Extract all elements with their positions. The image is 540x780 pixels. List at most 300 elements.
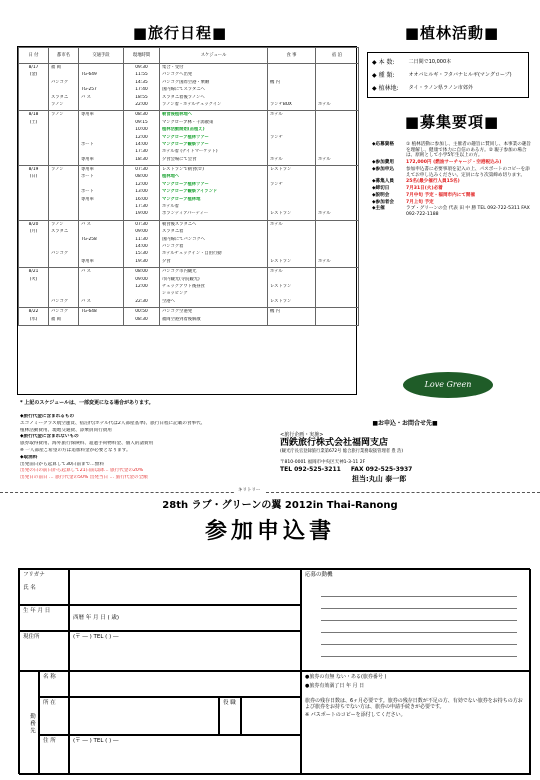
itinerary-cities-line: バンコク — [51, 251, 69, 257]
recruit-value: 172,000円 (燃油サーチャージ・空港税込み) — [406, 160, 502, 166]
recruit-key: ◆募集人員 — [372, 179, 394, 185]
itinerary-stay-cell — [316, 308, 359, 326]
contact-block — [280, 420, 530, 484]
itinerary-transport-line: 専用車 — [81, 167, 94, 173]
itinerary-times-line: 09:15 — [135, 119, 148, 125]
itinerary-schedule-cell — [160, 111, 268, 166]
itinerary-times-line — [126, 291, 157, 298]
work-position-label-cell — [219, 697, 241, 735]
itinerary-transport-line: TG-649 — [81, 72, 97, 78]
itinerary-transport-line — [81, 291, 121, 298]
passport-field[interactable] — [301, 671, 531, 775]
itinerary-stay-cell — [316, 268, 359, 308]
passport-note-2: ※ パスポートのコピーを添付してください。 — [305, 712, 406, 718]
planting-row — [372, 56, 524, 69]
itinerary-times-cell — [124, 308, 160, 326]
itinerary-transport-line — [81, 149, 121, 156]
work-address-label: 住 所 — [43, 738, 56, 744]
address-label-cell — [19, 631, 69, 671]
itinerary-cities-cell — [49, 308, 79, 326]
birth-input[interactable] — [69, 605, 301, 631]
itinerary-stay-line: ホテル — [318, 156, 331, 162]
itinerary-transport-line: ボート — [81, 174, 94, 180]
itinerary-stay-line — [318, 127, 356, 134]
itinerary-cities-line — [51, 197, 76, 204]
itinerary-transport-line — [81, 65, 121, 72]
planting-label: 植林地: — [378, 84, 399, 92]
itinerary-date: 8/20 (月) — [19, 220, 49, 267]
address-label: 現住所 — [23, 634, 40, 640]
itinerary-transport-line: 専用車 — [81, 258, 94, 264]
planting-row — [372, 69, 524, 82]
name-input[interactable] — [69, 569, 301, 605]
travel-conditions — [20, 414, 280, 482]
condition-line: 植林活動費用、現地交通費、添乗員同行費用 — [20, 427, 112, 433]
itinerary-stay-line — [318, 229, 356, 236]
recruit-key: ◆参加申込 — [372, 166, 394, 172]
itinerary-day-row — [19, 111, 359, 166]
itinerary-schedule-line: 市内観光(寺院観光) — [162, 276, 200, 282]
itinerary-transport-line — [81, 182, 121, 189]
itinerary-transport-cell — [79, 166, 124, 221]
itinerary-meals-line — [270, 237, 313, 244]
itinerary-transport-line — [81, 135, 121, 142]
itinerary-cities-line — [51, 189, 76, 196]
itinerary-schedule-cell — [160, 308, 268, 326]
itinerary-transport-cell — [79, 111, 124, 166]
contact-heading: ■お申込・お問合せ先■ — [372, 420, 438, 427]
itinerary-stay-line — [318, 284, 356, 291]
itinerary-schedule-line: 植林地へ — [162, 174, 180, 180]
itinerary-meals-line — [270, 142, 313, 149]
recruit-value: 参加申込書に必要事項を記入の上、パスポートのコピーを添えてお申し込みください。定員になり次第締め切ります。 — [406, 166, 530, 178]
work-name-label-cell — [39, 671, 69, 697]
work-dept-input[interactable] — [69, 697, 219, 735]
itinerary-times-line: 14:35 — [135, 79, 148, 85]
itinerary-stay-line — [318, 222, 356, 229]
itinerary-schedule-line: マングローブ植林ツアー — [162, 134, 209, 140]
itinerary-transport-line: バ ス — [81, 221, 91, 227]
condition-line: 旅券取得費用、海外旅行保険料、超過手荷物料金、個人的諸費用 — [20, 441, 154, 447]
itinerary-schedule-line: 夕食 — [162, 258, 171, 264]
itinerary-transport-line — [81, 251, 121, 258]
agency-license: (観光庁長官登録旅行業第672号 総合旅行業務取扱管理者 豊 浩) — [280, 449, 404, 454]
work-name-label: 名 称 — [43, 674, 56, 680]
itinerary-cities-line — [51, 142, 76, 149]
itinerary-times-line: 08:30 — [135, 316, 148, 322]
itinerary-meals-line: ランチ — [270, 134, 283, 140]
itinerary-meals-line — [270, 251, 313, 258]
itinerary-transport-line: バ ス — [81, 94, 91, 100]
itinerary-stay-line — [318, 309, 356, 316]
itinerary-transport-line: TG-648 — [81, 309, 97, 315]
itinerary-schedule-line: レストランで朝食(ロ) — [162, 167, 204, 173]
recruit-value: 7月上旬 予定 — [406, 199, 434, 205]
itinerary-schedule-line: ボランティアパーティー — [162, 211, 209, 217]
itinerary-cities-line — [51, 269, 76, 276]
recruit-item — [372, 179, 532, 185]
cut-label: キリトリー — [234, 488, 265, 494]
diamond-bullet-icon: ◆ — [372, 84, 377, 92]
planting-value: タイ・ラノン県ラノン市郊外 — [408, 85, 473, 92]
itinerary-schedule-cell — [160, 64, 268, 111]
itinerary-meals-line: レストラン — [270, 258, 292, 264]
itinerary-cities-line: 福 岡 — [51, 65, 61, 70]
itinerary-cities-line: バンコク — [51, 79, 69, 85]
itinerary-schedule-line: 夕食会場にて会食 — [162, 156, 197, 162]
itinerary-transport-line: バ ス — [81, 298, 91, 304]
itinerary-meals-line: レストラン — [270, 211, 292, 217]
itinerary-cities-line — [51, 87, 76, 94]
itinerary-transport-line: バ ス — [81, 269, 91, 275]
itinerary-schedule-line: 国内線にてバンコクへ — [162, 236, 205, 242]
condition-line: ※ 一人部屋ご希望の方は追加料金が必要となります。 — [20, 447, 131, 453]
itinerary-times-line: 19:30 — [135, 258, 148, 264]
itinerary-schedule-line: ショッピング — [162, 291, 188, 297]
itinerary-cities-line — [51, 277, 76, 284]
planting-row — [372, 82, 524, 95]
itinerary-meals-line: ホテル — [270, 269, 283, 275]
itinerary-schedule-line: 植林活動開始(苗植え) — [162, 127, 205, 133]
recruit-value: ① 植林活動に参加し、主催者の趣旨に賛同し、本事業の趣旨を理解し、健康で体力に自信のある方。② 親子参加の場合は、原則として小学5年生以上の方。 — [406, 142, 532, 159]
recruit-key: ◆主催 — [372, 206, 385, 212]
itinerary-schedule-line: マングローブ林・干潟散策 — [162, 119, 214, 125]
itinerary-meals-line — [270, 149, 313, 156]
itinerary-schedule-line: チェックアウト後昼食 — [162, 283, 205, 289]
itinerary-stay-line — [318, 120, 356, 127]
passport-expiry: ●旅券有効満了日 年 月 日 — [305, 683, 365, 690]
motivation-field[interactable] — [301, 569, 531, 671]
agency-label: <旅行企画・実施> — [280, 431, 324, 438]
planting-label: 本 数: — [378, 58, 395, 66]
itinerary-stay-cell — [316, 64, 359, 111]
itinerary-stay-cell — [316, 220, 359, 267]
itinerary-meals-line — [270, 229, 313, 236]
itinerary-stay-line — [318, 237, 356, 244]
itinerary-transport-line — [81, 317, 121, 324]
itinerary-transport-cell — [79, 268, 124, 308]
furigana-label: フリガナ — [23, 572, 45, 578]
itinerary-cities-line: ラノン — [51, 167, 64, 173]
itinerary-times-cell — [124, 166, 160, 221]
itinerary-transport-line — [81, 284, 121, 291]
itinerary-col-header: 日 付 — [19, 48, 49, 64]
itinerary-cities-line — [51, 284, 76, 291]
itinerary-schedule-line: 朝食後植林地へ — [162, 112, 193, 118]
itinerary-day-row — [19, 64, 359, 111]
itinerary-cities-line: ラノン — [51, 101, 64, 107]
passport-status: ●旅券の有無 ない・ある(旅券番号 ) — [305, 674, 387, 680]
itinerary-cities-line — [51, 157, 76, 164]
itinerary-meals-line: 機 内 — [270, 309, 280, 315]
itinerary-times-line: 14:00 — [135, 243, 148, 249]
itinerary-stay-line — [318, 135, 356, 142]
diamond-bullet-icon: ◆ — [372, 71, 377, 79]
itinerary-cities-line — [51, 291, 76, 298]
recruit-heading: ■募集要項■ — [404, 113, 500, 131]
itinerary-meals-line — [270, 127, 313, 134]
itinerary-schedule-line: マングローブ植林ツアー — [162, 181, 209, 187]
condition-line: 出発前日から起算して30日前まで…無料 — [20, 461, 104, 467]
itinerary-schedule-cell — [160, 220, 268, 267]
itinerary-meals-line — [270, 120, 313, 127]
itinerary-meals-line: レストラン — [270, 167, 292, 173]
itinerary-times-cell — [124, 64, 160, 111]
itinerary-schedule-line: ホテル着 (ナイトマーケット) — [162, 149, 218, 155]
itinerary-cities-line — [51, 204, 76, 211]
itinerary-stay-line — [318, 189, 356, 196]
itinerary-cities-line — [51, 211, 76, 218]
itinerary-stay-line: ホテル — [318, 101, 331, 107]
work-dept-label: 所 在 — [43, 700, 56, 706]
recruit-key: ◆応募資格 — [372, 142, 394, 147]
work-name-input[interactable] — [69, 671, 301, 697]
itinerary-meals-line — [270, 317, 313, 324]
itinerary-meals-line — [270, 65, 313, 72]
itinerary-cities-line — [51, 135, 76, 142]
itinerary-meals-line: ランチ — [270, 181, 283, 187]
work-address-label-cell — [39, 735, 69, 775]
itinerary-date: 8/18 (土) — [19, 111, 49, 166]
condition-line: エコノミークラス航空運賃、宿泊代(ホテル代は2人部屋基準)、旅行日程に記載の食事代、 — [20, 420, 206, 426]
condition-line: ◆取消料 — [20, 454, 38, 460]
itinerary-table — [17, 46, 357, 395]
itinerary-times-cell — [124, 111, 160, 166]
itinerary-schedule-line: マングローブ観察アイランド — [162, 189, 218, 195]
itinerary-transport-line: 専用車 — [81, 196, 94, 202]
itinerary-schedule-line: バンコク空港発 — [162, 309, 193, 315]
itinerary-transport-cell — [79, 64, 124, 111]
itinerary-col-header: 交通手段 — [79, 48, 124, 64]
birth-label-cell — [19, 605, 69, 631]
itinerary-meals-line — [270, 244, 313, 251]
itinerary-times-line: 16:00 — [135, 196, 148, 202]
itinerary-col-header: 食 事 — [268, 48, 316, 64]
itinerary-stay-line — [318, 167, 356, 174]
work-label-cell — [19, 671, 39, 775]
planting-value: オオバヒルギ・フタバナヒルギ(マングローブ) — [408, 72, 512, 79]
itinerary-cities-line — [51, 72, 76, 79]
itinerary-transport-cell — [79, 308, 124, 326]
itinerary-cities-cell — [49, 111, 79, 166]
itinerary-stay-line: ホテル — [318, 211, 331, 217]
itinerary-stay-line — [318, 317, 356, 324]
itinerary-schedule-line: スラタニ着後ラノンへ — [162, 94, 205, 100]
itinerary-times-line: 12:00 — [135, 181, 148, 187]
itinerary-cities-line: ラノン — [51, 221, 64, 227]
itinerary-times-line: 18:55 — [135, 94, 148, 100]
itinerary-stay-cell — [316, 166, 359, 221]
agency-fax: FAX 092-525-3937 — [350, 465, 413, 473]
itinerary-times-line: 09:30 — [135, 65, 148, 70]
itinerary-times-line: 08:30 — [135, 112, 148, 118]
itinerary-col-header: 宿 泊 — [316, 48, 359, 64]
birth-label: 生 年 月 日 — [23, 608, 51, 614]
itinerary-stay-line — [318, 149, 356, 156]
itinerary-times-line: 09:00 — [135, 276, 148, 282]
itinerary-schedule-line: ホテルチェックイン・自由行動 — [162, 251, 222, 257]
itinerary-date: 8/19 (日) — [19, 166, 49, 221]
itinerary-cities-cell — [49, 166, 79, 221]
itinerary-schedule-line: バンコク着 — [162, 243, 184, 249]
itinerary-times-cell — [124, 268, 160, 308]
itinerary-times-line: 15:30 — [135, 251, 148, 257]
itinerary-meals-line: ホテル — [270, 112, 283, 118]
recruit-value: 7月31日(火)必着 — [406, 186, 443, 192]
agency-address: 〒810-0001 福岡市中央区天神1-3-11 2F — [280, 460, 366, 466]
condition-line: 出発日の前日 … 旅行代金の50% 出発当日 … 旅行代金の全額 — [20, 475, 148, 481]
work-address-input[interactable] — [69, 735, 301, 775]
itinerary-meals-cell — [268, 64, 316, 111]
recruit-key: ◆参加者会 — [372, 199, 394, 205]
itinerary-times-line: 09:00 — [135, 229, 148, 235]
diamond-bullet-icon: ◆ — [372, 58, 377, 66]
itinerary-col-header: 現地時間 — [124, 48, 160, 64]
itinerary-stay-line — [318, 204, 356, 211]
itinerary-times-line: 18:30 — [135, 156, 148, 162]
schedule-note: * 上記のスケジュールは、一部変更になる場合があります。 — [20, 400, 154, 406]
itinerary-cities-line — [51, 259, 76, 266]
itinerary-meals-line — [270, 277, 313, 284]
itinerary-stay-line — [318, 72, 356, 79]
itinerary-meals-line: ホテル — [270, 156, 283, 162]
itinerary-meals-line: ホテル — [270, 221, 283, 227]
itinerary-stay-line — [318, 95, 356, 102]
itinerary-meals-line — [270, 87, 313, 94]
recruit-item — [372, 160, 532, 166]
itinerary-times-line: 22:30 — [135, 298, 148, 304]
itinerary-meals-line: レストラン — [270, 298, 292, 304]
itinerary-times-line: 13:00 — [135, 189, 148, 195]
name-label: 氏 名 — [23, 584, 36, 591]
recruit-value: 7月中旬 予定・福岡市内にて開催 — [406, 192, 476, 198]
planting-label: 種 類: — [378, 71, 395, 79]
itinerary-times-line: 22:00 — [135, 101, 148, 107]
itinerary-stay-line — [318, 80, 356, 87]
application-form — [18, 568, 530, 774]
itinerary-cities-line — [51, 149, 76, 156]
recruit-item — [372, 206, 532, 217]
itinerary-cities-line — [51, 244, 76, 251]
itinerary-stay-line — [318, 269, 356, 276]
itinerary-transport-line — [81, 127, 121, 134]
recruit-item — [372, 142, 532, 159]
itinerary-times-line: 07:30 — [135, 167, 148, 173]
itinerary-meals-line — [270, 204, 313, 211]
itinerary-transport-line — [81, 120, 121, 127]
passport-note: 旅券の残存日数は、6ヶ月必要です。旅券の残存日数が不足の方、有効でない旅券をお持ちの方および旅券をお持ちでない方は、旅券の申請手続きが必要です。 — [305, 697, 523, 710]
work-position-input[interactable] — [241, 697, 301, 735]
itinerary-transport-line — [81, 244, 121, 251]
itinerary-transport-line: TG-258 — [81, 236, 97, 242]
itinerary-stay-line: ホテル — [318, 258, 331, 264]
itinerary-meals-cell — [268, 308, 316, 326]
itinerary-times-cell — [124, 220, 160, 267]
form-subtitle: 28th ラブ・グリーンの翼 2012in Thai-Ranong — [162, 500, 398, 511]
itinerary-meals-line: ランチBOX — [270, 101, 292, 107]
agency-person: 担当:丸山 泰一郎 — [352, 475, 407, 484]
itinerary-schedule-line: ホテル着 — [162, 204, 179, 210]
itinerary-cities-line — [51, 127, 76, 134]
recruit-key: ◆説明会 — [372, 192, 390, 198]
itinerary-schedule-line: 集合・受付 — [162, 65, 184, 70]
condition-line: ◆旅行代金に含まれないもの — [20, 434, 79, 440]
itinerary-schedule-line: 朝食後スラタニへ — [162, 221, 197, 227]
itinerary-times-line: 17:30 — [135, 149, 148, 155]
recruit-value: ラブ・グリーンの会 代表 田 中 勝 TEL 092-722-5311 FAX 092-722-1188 — [406, 206, 530, 218]
planting-box — [367, 52, 529, 98]
itinerary-stay-line — [318, 291, 356, 298]
motivation-label: 応募の動機 — [305, 572, 333, 578]
itinerary-meals-cell — [268, 268, 316, 308]
itinerary-cities-line — [51, 182, 76, 189]
itinerary-cities-cell — [49, 64, 79, 111]
work-position-label: 役 職 — [223, 700, 236, 706]
work-dept-label-cell — [39, 697, 69, 735]
itinerary-transport-line — [81, 229, 121, 236]
recruit-item — [372, 186, 532, 192]
condition-line: ◆旅行代金に含まれるもの — [20, 414, 75, 419]
itinerary-times-line: 14:00 — [135, 141, 148, 147]
itinerary-meals-cell — [268, 220, 316, 267]
address-input[interactable] — [69, 631, 301, 671]
itinerary-col-header: スケジュール — [160, 48, 268, 64]
itinerary-times-line: 08:00 — [135, 269, 148, 275]
itinerary-times-line: 11:30 — [135, 236, 148, 242]
itinerary-meals-line — [270, 174, 313, 181]
recruit-item — [372, 200, 532, 206]
itinerary-schedule-line: 福岡空港到着後解散 — [162, 316, 201, 322]
itinerary-times-line: 12:00 — [135, 134, 148, 140]
itinerary-date: 8/21 (火) — [19, 268, 49, 308]
condition-line: 出発の日の前日から起算して21日前以降… 旅行代金の20% — [20, 468, 144, 474]
itinerary-meals-line — [270, 95, 313, 102]
recruit-item — [372, 167, 532, 178]
itinerary-transport-line — [81, 204, 121, 211]
itinerary-meals-line: 機 内 — [270, 79, 280, 85]
itinerary-schedule-line: スラタニ着 — [162, 229, 184, 235]
itinerary-day-row — [19, 220, 359, 267]
itinerary-times-line: 08:00 — [135, 174, 148, 180]
name-label-cell — [19, 569, 69, 605]
itinerary-transport-line — [81, 277, 121, 284]
itinerary-meals-line — [270, 72, 313, 79]
itinerary-meals-line — [270, 291, 313, 298]
itinerary-times-line: 17:30 — [135, 204, 148, 210]
itinerary-stay-line — [318, 182, 356, 189]
itinerary-meals-line — [270, 189, 313, 196]
itinerary-cities-line: 福 岡 — [51, 316, 61, 322]
itinerary-heading: ■旅行日程■ — [132, 24, 228, 42]
itinerary-schedule-line: ラノン着・ホテルチェックイン — [162, 101, 222, 107]
itinerary-transport-line: 専用車 — [81, 112, 94, 118]
itinerary-day-row — [19, 166, 359, 221]
itinerary-meals-line — [270, 197, 313, 204]
itinerary-day-row — [19, 308, 359, 326]
itinerary-times-line: 10:00 — [135, 127, 148, 133]
recruit-key: ◆締切日 — [372, 186, 390, 192]
itinerary-cities-cell — [49, 268, 79, 308]
itinerary-meals-cell — [268, 166, 316, 221]
agency-name: 西鉄旅行株式会社福岡支店 — [280, 437, 389, 448]
itinerary-transport-cell — [79, 220, 124, 267]
address-tel-row: (〒 ― ) TEL ( ) ― — [73, 634, 119, 640]
itinerary-schedule-line: バンコク市内観光 — [162, 269, 197, 275]
recruit-key: ◆参加費用 — [372, 160, 394, 166]
work-tel-row: (〒 ― ) TEL ( ) ― — [73, 738, 119, 744]
itinerary-date: 8/17 (金) — [19, 64, 49, 111]
itinerary-transport-line — [81, 80, 121, 87]
